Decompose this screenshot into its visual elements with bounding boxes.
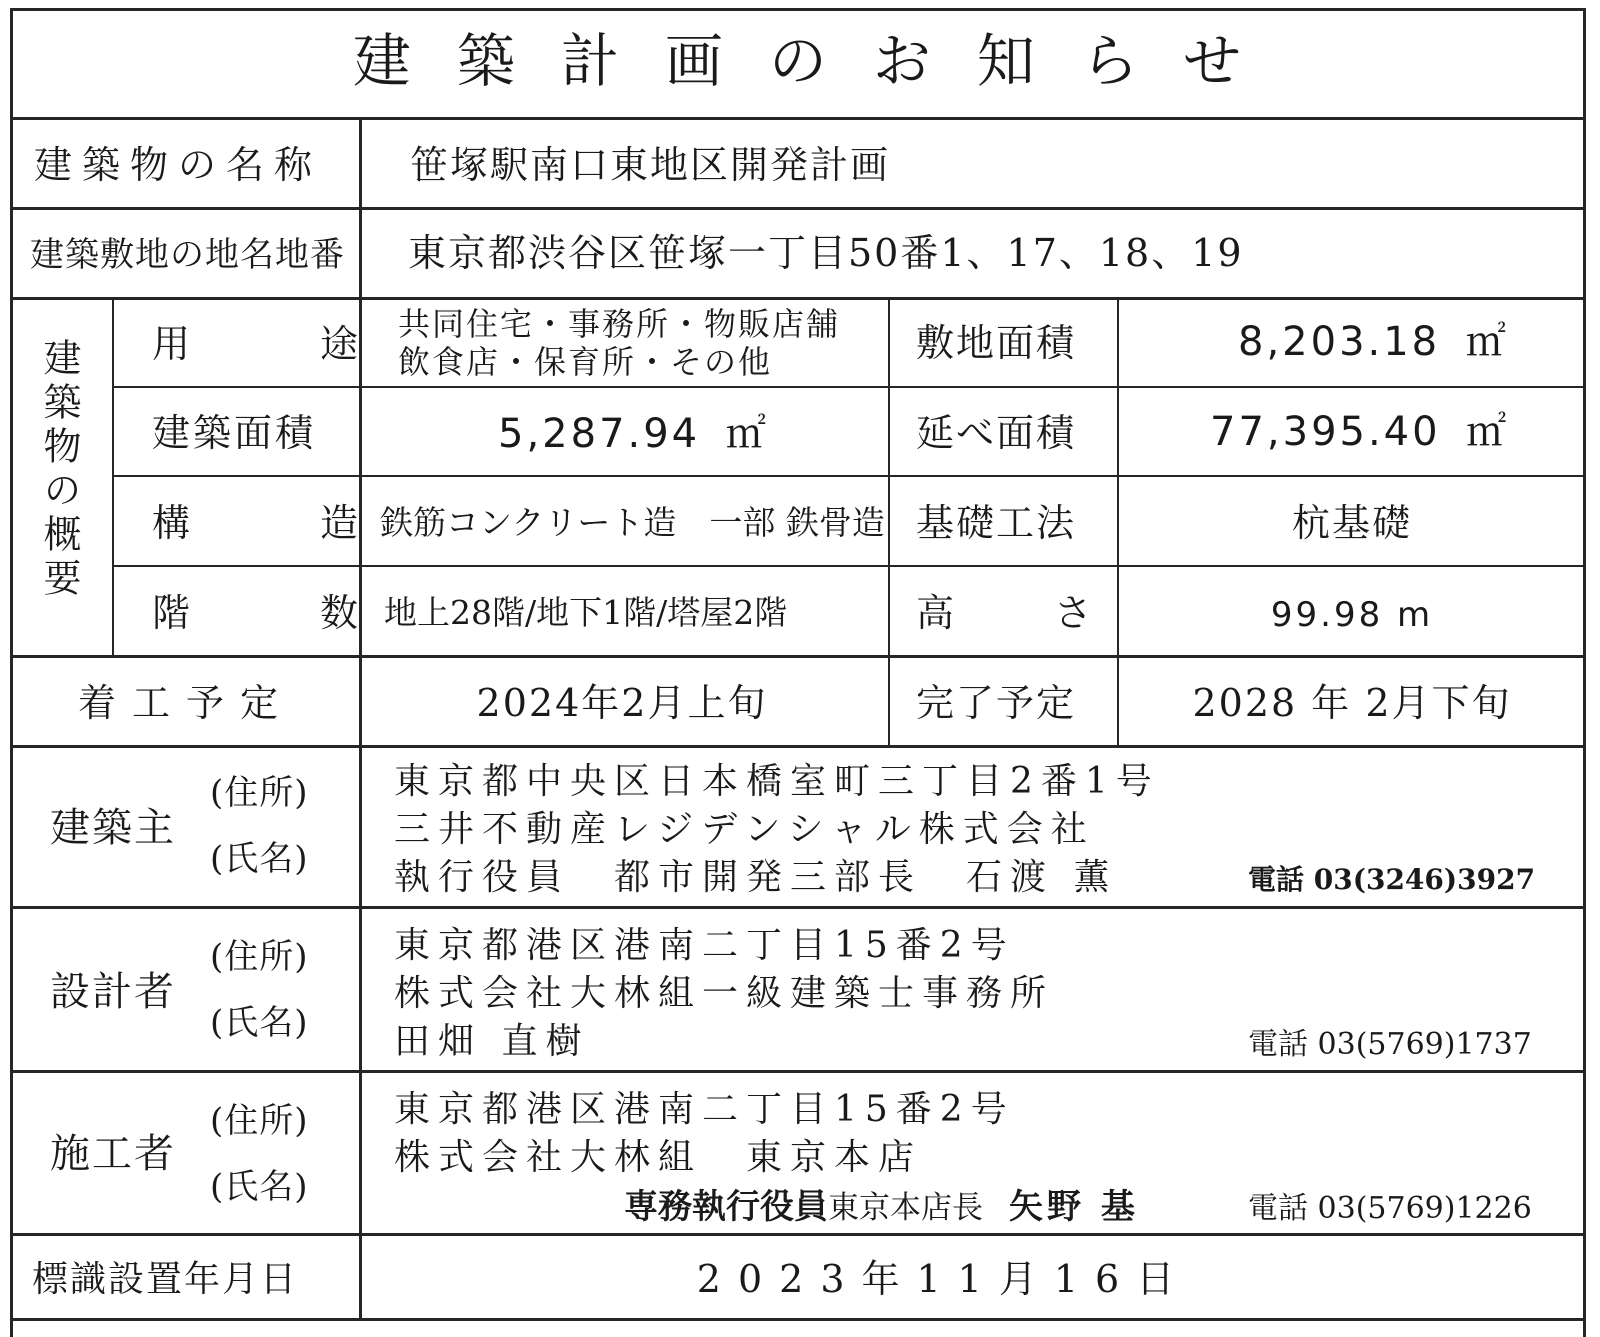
overview-label: 建築物の概要 [37, 338, 81, 602]
sign-title: 建築計画のお知らせ [352, 27, 1288, 95]
rule-v-main [359, 117, 362, 1321]
site-area-label: 敷地面積 [916, 321, 1077, 365]
designer-phone: 電話 03(5769)1737 [1248, 1027, 1532, 1062]
completion-label: 完了予定 [916, 681, 1077, 725]
completion-value: 2028 年 2月下旬 [1192, 681, 1512, 725]
foundation-label: 基礎工法 [916, 501, 1077, 545]
rule-h5 [113, 475, 1586, 477]
site-area-value [1238, 319, 1509, 365]
start-label: 着工予定 [77, 681, 295, 725]
contractor-name-label: (氏名) [210, 1167, 309, 1207]
contractor-person-dept: 東京本店長 [828, 1190, 983, 1226]
foundation-value: 杭基礎 [1291, 501, 1413, 545]
owner-address-label: (住所) [210, 773, 309, 813]
contractor-address: 東京都港区港南二丁目15番2号 [394, 1089, 1015, 1130]
site-area-number: 8,203.18 [1238, 319, 1441, 365]
floors-label [152, 591, 369, 635]
rule-v-mid1 [888, 297, 890, 747]
site-area-unit: ㎡ [1465, 319, 1509, 365]
structure-label-char1: 構 [152, 501, 201, 545]
contractor-phone: 電話 03(5769)1226 [1248, 1191, 1532, 1226]
total-floor-area-number: 77,395.40 [1210, 409, 1441, 455]
rule-h8 [10, 745, 1586, 748]
building-area-number: 5,287.94 [498, 411, 701, 457]
structure-label-char2: 造 [320, 501, 369, 545]
rule-v-mid2 [1117, 297, 1119, 747]
owner-label: 建築主 [50, 805, 176, 851]
owner-address: 東京都中央区日本橋室町三丁目2番1号 [394, 761, 1160, 802]
designer-label: 設計者 [50, 969, 176, 1015]
structure-value: 鉄筋コンクリート造 一部 鉄骨造 [380, 503, 885, 542]
rule-h3 [10, 297, 1586, 300]
rule-h10 [10, 1070, 1586, 1073]
contractor-company: 株式会社大林組 東京本店 [394, 1137, 923, 1178]
owner-phone: 電話 03(3246)3927 [1248, 863, 1536, 896]
designer-company: 株式会社大林組一級建築士事務所 [394, 973, 1055, 1014]
height-label-char2: さ [1054, 591, 1103, 635]
contractor-address-label: (住所) [210, 1101, 309, 1141]
height-value: 99.98 m [1270, 595, 1434, 635]
start-value: 2024年2月上旬 [476, 681, 768, 725]
designer-person: 田畑 直樹 [394, 1021, 590, 1062]
designer-name-label: (氏名) [210, 1003, 309, 1043]
owner-company: 三井不動産レジデンシャル株式会社 [394, 809, 1095, 850]
owner-name-label: (氏名) [210, 839, 309, 879]
contractor-person-title: 専務執行役員 [624, 1187, 828, 1227]
total-floor-area-label: 延べ面積 [916, 411, 1077, 455]
floors-label-char1: 階 [152, 591, 201, 635]
rule-h7 [10, 655, 1586, 658]
rule-h9 [10, 906, 1586, 909]
rule-h6 [113, 565, 1586, 567]
total-floor-area-unit: ㎡ [1466, 409, 1510, 455]
height-label [916, 591, 1103, 635]
use-label [152, 322, 369, 366]
rule-v-overview [112, 297, 114, 657]
designer-address: 東京都港区港南二丁目15番2号 [394, 925, 1015, 966]
use-label-char1: 用 [152, 322, 201, 366]
frame-top [10, 8, 1586, 11]
contractor-person-name: 矢野 基 [1009, 1187, 1139, 1227]
structure-label [152, 501, 369, 545]
height-label-char1: 高 [916, 591, 965, 635]
use-value-line2: 飲食店・保育所・その他 [398, 343, 773, 381]
designer-address-label: (住所) [210, 937, 309, 977]
site-address-label: 建築敷地の地名地番 [30, 235, 345, 275]
building-name-value: 笹塚駅南口東地区開発計画 [410, 143, 891, 187]
rule-h2 [10, 207, 1586, 210]
owner-person: 執行役員 都市開発三部長 石渡 薫 [394, 857, 1118, 898]
use-value-line1: 共同住宅・事務所・物販店舗 [398, 305, 841, 343]
contractor-person [624, 1187, 1139, 1227]
rule-h11 [10, 1233, 1586, 1236]
use-label-char2: 途 [320, 322, 369, 366]
floors-label-char2: 数 [320, 591, 369, 635]
floors-value: 地上28階/地下1階/塔屋2階 [384, 593, 788, 632]
contractor-label: 施工者 [50, 1131, 176, 1177]
rule-h12 [10, 1318, 1586, 1321]
building-area-unit: ㎡ [725, 411, 769, 457]
total-floor-area-value [1210, 409, 1510, 455]
building-area-label: 建築面積 [152, 411, 317, 455]
rule-h4 [113, 386, 1586, 388]
rule-h1 [10, 117, 1586, 120]
sign-date-value: 2023年11月16日 [696, 1257, 1192, 1301]
sign-date-label: 標識設置年月日 [32, 1259, 299, 1300]
building-area-value [498, 411, 769, 457]
site-address-value: 東京都渋谷区笹塚一丁目50番1、17、18、19 [408, 231, 1244, 275]
building-name-label: 建築物の名称 [34, 143, 323, 187]
